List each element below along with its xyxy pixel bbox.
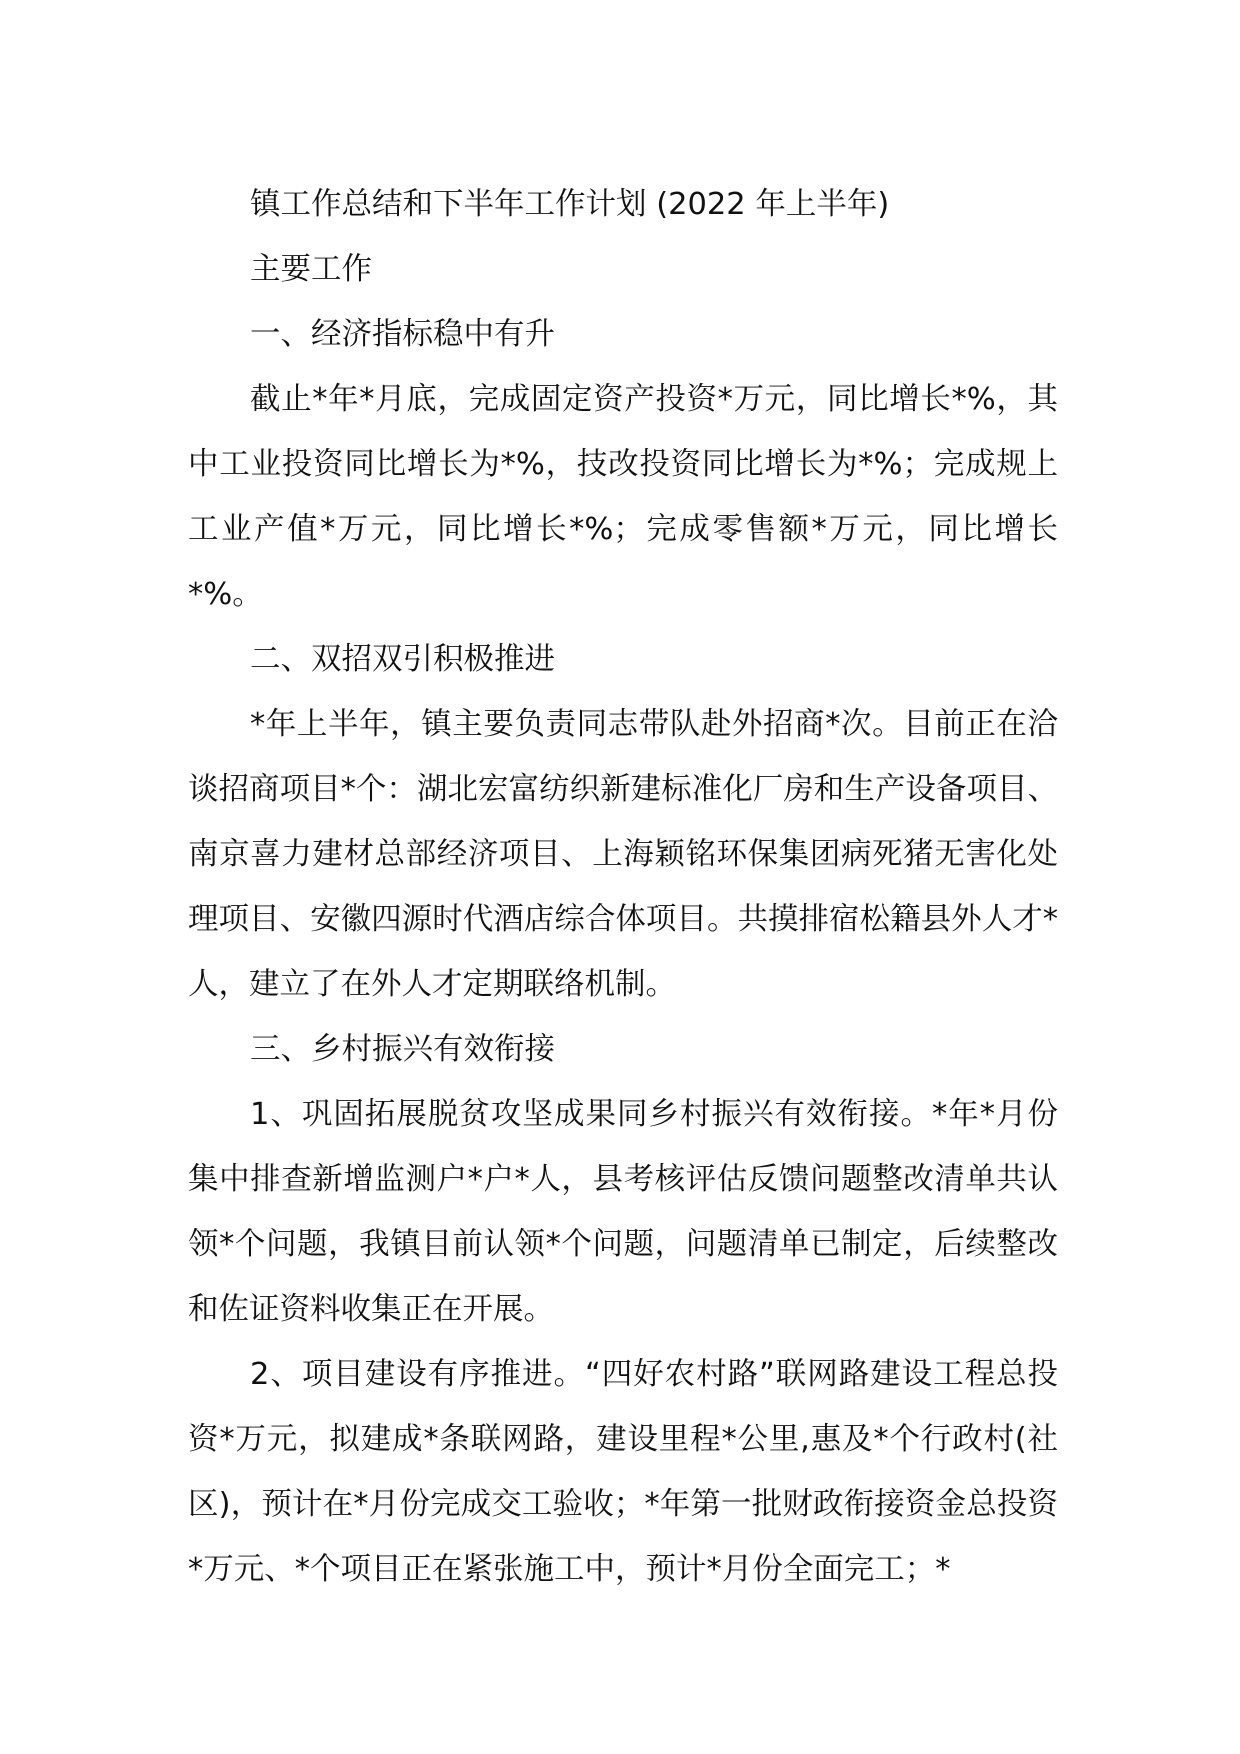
paragraph-investment: *年上半年，镇主要负责同志带队赴外招商*次。目前正在洽谈招商项目*个：湖北宏富纺织新建标准化厂房和生产设备项目、南京喜力建材总部经济项目、上海颖铭环保集团病死猪无害化处理项目、安徽四源时代酒店综合体项目。共摸排宿松籍县外人才*人，建立了在外人才定期联络机制。 — [188, 707, 1058, 1002]
paragraph-rural-2: 2、项目建设有序推进。“四好农村路”联网路建设工程总投资*万元，拟建成*条联网路，建设里程*公里,惠及*个行政村(社区)，预计在*月份完成交工验收；*年第一批财政衔接资金总投资*万元、*个项目正在紧张施工中，预计*月份全面完工；* — [188, 1357, 1058, 1587]
paragraph-rural-1: 1、巩固拓展脱贫攻坚成果同乡村振兴有效衔接。*年*月份集中排查新增监测户*户*人，县考核评估反馈问题整改清单共认领*个问题，我镇目前认领*个问题，问题清单已制定，后续整改和佐证资料收集正在开展。 — [188, 1097, 1058, 1327]
document-page — [188, 172, 1058, 1602]
paragraph-economy: 截止*年*月底，完成固定资产投资*万元，同比增长*%，其中工业投资同比增长为*%，技改投资同比增长为*%；完成规上工业产值*万元，同比增长*%；完成零售额*万元，同比增长*%。 — [188, 382, 1058, 612]
section-heading-investment: 二、双招双引积极推进 — [250, 642, 555, 677]
section-heading-economy: 一、经济指标稳中有升 — [250, 317, 555, 352]
document-title: 镇工作总结和下半年工作计划 (2022 年上半年) — [250, 187, 890, 222]
section-heading-main-work: 主要工作 — [250, 252, 372, 287]
section-heading-rural: 三、乡村振兴有效衔接 — [250, 1032, 555, 1067]
